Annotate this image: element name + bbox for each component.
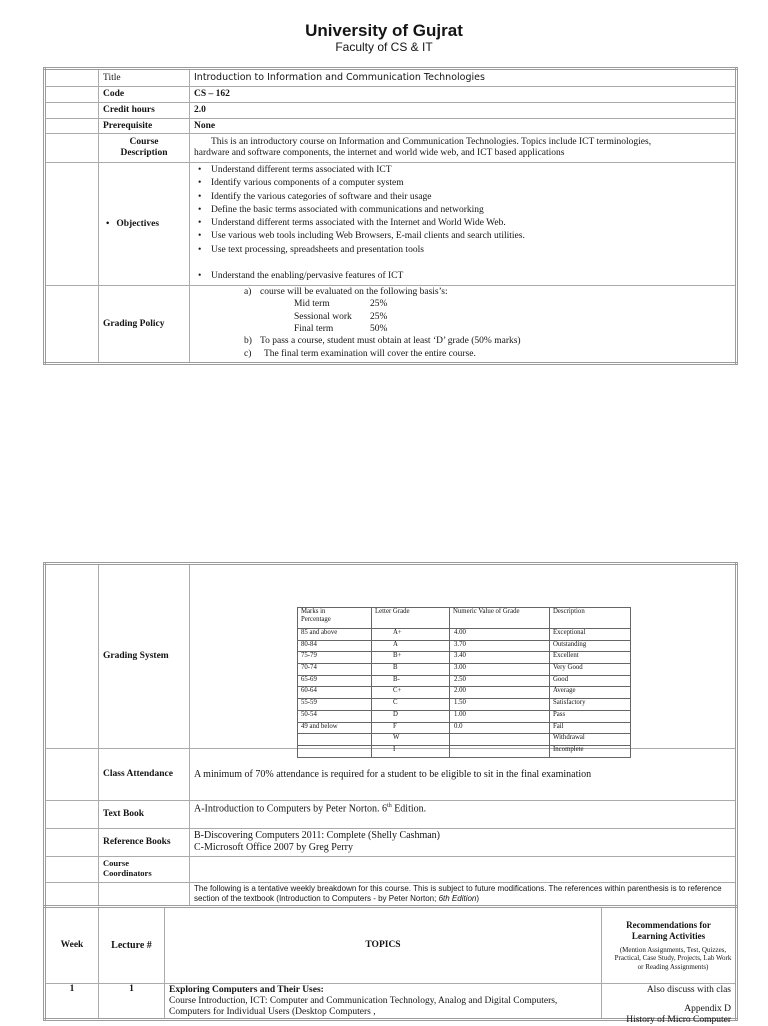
topics-header: TOPICS	[165, 907, 602, 984]
grade-letter: F	[372, 722, 450, 734]
grade-letter: C	[372, 699, 450, 711]
week-recommendations	[602, 984, 737, 1025]
recommendations-title-line-1: Recommendations for	[626, 919, 711, 930]
schedule-note-edition: 6th Edition	[438, 894, 477, 903]
policy-text-b: To pass a course, student must obtain at least ‘D’ grade (50% marks)	[260, 336, 521, 346]
grade-numeric: 2.00	[450, 687, 550, 699]
objective-item: • Understand the enabling/pervasive features of ICT	[211, 270, 731, 283]
topic-line: Computers for Individual Users (Desktop Computers ,	[169, 1006, 376, 1017]
grading-policy-cell	[190, 286, 737, 364]
grade-row	[298, 734, 631, 746]
objective-item: • Use text processing, spreadsheets and presentation tools	[211, 244, 731, 257]
grade-numeric: 3.70	[450, 640, 550, 652]
grade-col-header: Description	[550, 608, 631, 629]
grading-system-cell	[190, 564, 737, 753]
blank-cell	[45, 87, 99, 103]
grading-system-row	[45, 564, 737, 749]
text-book-row	[45, 801, 737, 829]
text-book-main: A-Introduction to Computers by Peter Norton. 6	[194, 803, 388, 815]
recommendations-note: (Mention Assignments, Test, Quizzes, Practical, Case Study, Projects, Lab Work or Reading Assignments)	[614, 945, 732, 971]
blank-cell	[45, 829, 99, 857]
description-line-2: hardware and software components, the internet and world wide web, and ICT based applications	[194, 148, 565, 158]
grade-marks: 70-74	[298, 664, 372, 676]
grade-marks: 55-59	[298, 699, 372, 711]
prerequisite-value: None	[190, 119, 737, 134]
grade-row	[298, 640, 631, 652]
grade-description: Incomplete	[550, 745, 631, 757]
coordinators-row	[45, 857, 737, 883]
code-row	[45, 87, 737, 103]
policy-text-a: course will be evaluated on the following basis’s:	[260, 287, 448, 297]
grade-col-header: Marks in Percentage	[298, 608, 372, 629]
grade-letter: A+	[372, 629, 450, 641]
objective-spacer	[211, 257, 731, 270]
blank-cell	[45, 749, 99, 801]
grade-marks	[298, 745, 372, 757]
recommendation-line: Also discuss with clas	[646, 985, 731, 995]
recommendations-title-line-2: Learning Activities	[631, 930, 706, 941]
grade-col-header: Numeric Value of Grade	[450, 608, 550, 629]
grade-row	[298, 710, 631, 722]
week-header: Week	[45, 907, 99, 984]
blank-cell	[45, 103, 99, 119]
grade-letter: I	[372, 745, 450, 757]
grade-letter: B	[372, 664, 450, 676]
description-row	[45, 134, 737, 163]
credit-hours-row	[45, 103, 737, 119]
blank-cell	[45, 69, 99, 87]
breakdown-weight: 25%	[370, 299, 388, 309]
grade-table-header	[298, 608, 631, 629]
grade-marks: 85 and above	[298, 629, 372, 641]
grade-row	[298, 675, 631, 687]
grade-row	[298, 629, 631, 641]
week-number: 1	[45, 984, 99, 1020]
objective-item: • Identify the various categories of software and their usage	[211, 191, 731, 204]
university-name: University of Gujrat	[305, 21, 463, 40]
description-label	[99, 134, 190, 163]
text-book-ordinal: th	[387, 803, 392, 809]
attendance-value: A minimum of 70% attendance is required for a student to be eligible to sit in the final examination	[190, 749, 737, 801]
breakdown-item: Final term	[294, 324, 334, 334]
grade-numeric: 2.50	[450, 675, 550, 687]
blank-cell	[45, 119, 99, 134]
grade-col-header: Letter Grade	[372, 608, 450, 629]
grade-row	[298, 652, 631, 664]
description-line-1: This is an introductory course on Information and Communication Technologies. Topics include ICT terminologies,	[211, 137, 652, 148]
grade-numeric: 4.00	[450, 629, 550, 641]
grade-letter: B-	[372, 675, 450, 687]
recommendation-line: History of Micro Computer	[626, 1014, 731, 1025]
grade-description: Good	[550, 675, 631, 687]
objective-item: • Define the basic terms associated with communications and networking	[211, 204, 731, 217]
schedule-note-close: )	[476, 894, 480, 903]
objective-item: • Identify various components of a computer system	[211, 177, 731, 190]
topic-line: Course Introduction, ICT: Computer and Communication Technology, Analog and Digital Computers,	[169, 995, 558, 1006]
grade-row	[298, 722, 631, 734]
objective-item: • Understand different terms associated with ICT	[211, 164, 731, 177]
grade-row	[298, 664, 631, 676]
course-info-table	[43, 67, 738, 365]
reference-book: C-Microsoft Office 2007 by Greg Perry	[194, 841, 353, 853]
grade-row	[298, 745, 631, 757]
week-topics	[165, 984, 602, 1020]
grade-marks: 80-84	[298, 640, 372, 652]
blank-cell	[99, 883, 190, 907]
text-book-label: Text Book	[99, 801, 190, 829]
grade-marks	[298, 734, 372, 746]
blank-cell	[45, 857, 99, 883]
recommendations-header	[602, 907, 737, 984]
grade-row	[298, 687, 631, 699]
grade-description: Outstanding	[550, 640, 631, 652]
grading-policy-row	[45, 286, 737, 364]
course-title: Introduction to Information and Communication Technologies	[190, 69, 737, 87]
description-value	[190, 134, 737, 163]
grade-numeric: 0.0	[450, 722, 550, 734]
grade-row	[298, 699, 631, 711]
grade-description: Fail	[550, 722, 631, 734]
topic-title: Exploring Computers and Their Uses:	[169, 985, 324, 995]
grade-description: Very Good	[550, 664, 631, 676]
title-row	[45, 69, 737, 87]
description-label-line-1: Course	[129, 137, 159, 148]
blank-cell	[45, 163, 99, 286]
policy-marker-b: b)	[244, 336, 252, 346]
grade-description: Pass	[550, 710, 631, 722]
breakdown-weight: 50%	[370, 324, 388, 334]
weekly-header-row	[45, 907, 737, 984]
policy-marker-c: c)	[244, 349, 252, 359]
grade-description: Satisfactory	[550, 699, 631, 711]
coordinators-label-line-2: Coordinators	[103, 867, 152, 878]
grade-marks: 65-69	[298, 675, 372, 687]
prerequisite-row	[45, 119, 737, 134]
code-label: Code	[99, 87, 190, 103]
grade-letter: W	[372, 734, 450, 746]
grade-marks: 60-64	[298, 687, 372, 699]
grade-description: Withdrawal	[550, 734, 631, 746]
breakdown-item: Sessional work	[294, 312, 352, 322]
objective-item: • Use various web tools including Web Browsers, E-mail clients and search utilities.	[211, 230, 731, 243]
reference-books-value	[190, 829, 737, 857]
recommendation-line: Appendix D	[684, 1003, 731, 1014]
schedule-note-text: The following is a tentative weekly breakdown for this course. This is subject to future modifications. The references within parenthesis is to reference section of the textbook (Introduction to Computers - by Peter Norton;	[194, 884, 722, 903]
attendance-label: Class Attendance	[99, 749, 190, 801]
coordinators-value	[190, 857, 737, 883]
blank-cell	[45, 286, 99, 364]
grade-numeric: 3.40	[450, 652, 550, 664]
description-label-line-2: Description	[120, 148, 168, 158]
objectives-list	[194, 164, 731, 284]
grade-letter: C+	[372, 687, 450, 699]
week-row	[45, 984, 737, 1020]
course-details-table	[43, 562, 738, 908]
breakdown-item: Mid term	[294, 299, 330, 309]
grade-marks: 75-79	[298, 652, 372, 664]
blank-cell	[45, 134, 99, 163]
grade-numeric	[450, 734, 550, 746]
credit-hours-value: 2.0	[190, 103, 737, 119]
coordinators-label	[99, 857, 190, 883]
text-book-value	[190, 801, 737, 829]
course-code: CS – 162	[190, 87, 737, 103]
weekly-breakdown-table	[43, 905, 738, 1025]
coordinators-label-line-1: Course	[103, 858, 129, 868]
lecture-header: Lecture #	[99, 907, 165, 984]
breakdown-weight: 25%	[370, 312, 388, 322]
blank-cell	[45, 801, 99, 829]
grade-letter: B+	[372, 652, 450, 664]
objectives-row	[45, 163, 737, 286]
blank-cell	[45, 883, 99, 907]
grade-letter: D	[372, 710, 450, 722]
grade-marks: 49 and below	[298, 722, 372, 734]
grade-letter: A	[372, 640, 450, 652]
schedule-note-row	[45, 883, 737, 907]
grade-table	[297, 607, 631, 758]
reference-book: B-Discovering Computers 2011: Complete (Shelly Cashman)	[194, 830, 440, 841]
schedule-note	[190, 883, 737, 907]
objectives-label-cell	[99, 163, 190, 286]
grade-numeric: 1.00	[450, 710, 550, 722]
reference-books-label: Reference Books	[99, 829, 190, 857]
text-book-end: Edition.	[391, 803, 427, 815]
objectives-label: • Objectives	[103, 219, 159, 229]
blank-cell	[45, 564, 99, 749]
grade-marks: 50-54	[298, 710, 372, 722]
faculty-name: Faculty of CS & IT	[335, 40, 433, 54]
title-label: Title	[99, 69, 190, 87]
credit-hours-label: Credit hours	[99, 103, 190, 119]
grade-numeric: 3.00	[450, 664, 550, 676]
lecture-number: 1	[99, 984, 165, 1020]
objectives-cell	[190, 163, 737, 286]
objective-item: • Understand different terms associated with the Internet and World Wide Web.	[211, 217, 731, 230]
reference-books-row	[45, 829, 737, 857]
grading-system-label: Grading System	[99, 564, 190, 749]
policy-text-c: The final term examination will cover the entire course.	[264, 349, 476, 359]
grade-description: Exceptional	[550, 629, 631, 641]
prerequisite-label: Prerequisite	[99, 119, 190, 134]
grading-policy-label: Grading Policy	[99, 286, 190, 364]
grade-description: Average	[550, 687, 631, 699]
policy-marker-a: a)	[244, 287, 252, 297]
grade-numeric	[450, 745, 550, 757]
grade-description: Excellent	[550, 652, 631, 664]
grade-numeric: 1.50	[450, 699, 550, 711]
